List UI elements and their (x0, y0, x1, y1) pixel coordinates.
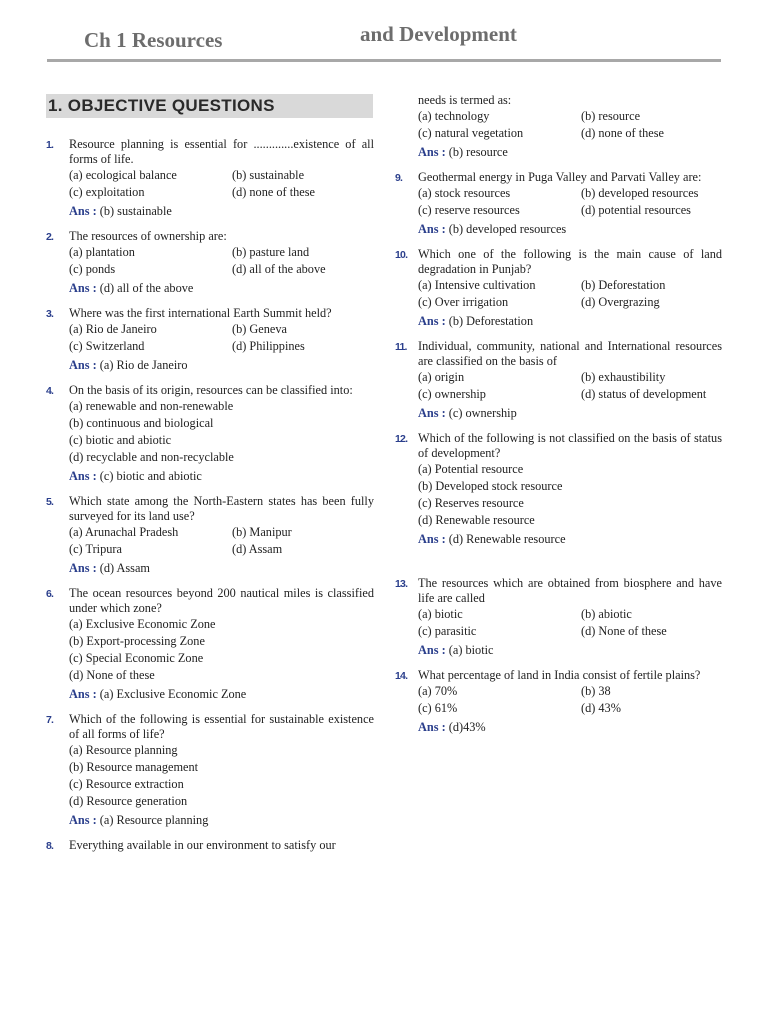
question-item (395, 339, 722, 421)
question-number: 2. (46, 231, 54, 243)
answer-label: Ans : (418, 532, 446, 546)
answer-label: Ans : (418, 720, 446, 734)
option: (b) continuous and biological (69, 416, 214, 430)
question-text: Which of the following is essential for sustainable existence of all forms of life? (69, 712, 374, 741)
answer-label: Ans : (418, 314, 446, 328)
option: (c) Over irrigation (418, 295, 509, 309)
option: (a) Arunachal Pradesh (69, 525, 179, 539)
option: (c) Resource extraction (69, 777, 184, 791)
question-number: 14. (395, 670, 408, 682)
question-text: The ocean resources beyond 200 nautical miles is classified under which zone? (69, 586, 374, 615)
answer-text: (c) ownership (448, 406, 517, 420)
answer (69, 813, 374, 828)
right-column (395, 93, 722, 735)
question-number: 7. (46, 714, 54, 726)
question-item (395, 576, 722, 658)
question-text: Individual, community, national and International resources are classified on the basis of (418, 339, 722, 368)
option: (d) Renewable resource (418, 513, 535, 527)
option: (c) Tripura (69, 542, 122, 556)
option: (d) 43% (581, 701, 621, 715)
question-item (46, 229, 374, 296)
option: (c) natural vegetation (418, 126, 524, 140)
question-number: 5. (46, 496, 54, 508)
question-number: 9. (395, 172, 403, 184)
answer-options (69, 245, 374, 277)
question-number: 6. (46, 588, 54, 600)
answer-text: (a) biotic (448, 643, 494, 657)
option: (a) 70% (418, 684, 458, 698)
answer-options (418, 462, 722, 528)
question-text: needs is termed as: (418, 93, 512, 107)
option: (b) Developed stock resource (418, 479, 563, 493)
answer-options (69, 743, 374, 809)
question-item (46, 494, 374, 576)
option: (d) recyclable and non-recyclable (69, 450, 234, 464)
question-item (395, 668, 722, 735)
option: (c) Reserves resource (418, 496, 524, 510)
answer-text: (b) Deforestation (448, 314, 534, 328)
answer-text: (d)43% (448, 720, 486, 734)
option: (c) 61% (418, 701, 458, 715)
answer-label: Ans : (69, 204, 97, 218)
answer-options (69, 525, 374, 557)
option: (c) Special Economic Zone (69, 651, 204, 665)
answer-label: Ans : (69, 281, 97, 295)
question-text: Which one of the following is the main cause of land degradation in Punjab? (418, 247, 722, 276)
answer-options (69, 168, 374, 200)
option: (d) status of development (581, 387, 707, 401)
question-text: On the basis of its origin, resources can be classified into: (69, 383, 353, 397)
option: (a) Exclusive Economic Zone (69, 617, 216, 631)
option: (a) ecological balance (69, 168, 177, 182)
option: (a) Resource planning (69, 743, 178, 757)
option: (b) abiotic (581, 607, 632, 621)
answer (69, 687, 374, 702)
question-text: The resources of ownership are: (69, 229, 227, 243)
question-text: Which state among the North-Eastern states has been fully surveyed for its land use? (69, 494, 374, 523)
option: (a) Potential resource (418, 462, 524, 476)
question-number: 3. (46, 308, 54, 320)
option: (c) reserve resources (418, 203, 520, 217)
option: (c) Switzerland (69, 339, 145, 353)
option: (d) Overgrazing (581, 295, 660, 309)
option: (b) exhaustibility (581, 370, 666, 384)
option: (d) Resource generation (69, 794, 188, 808)
question-number: 10. (395, 249, 408, 261)
answer-text: (b) resource (448, 145, 508, 159)
option: (b) pasture land (232, 245, 310, 259)
option: (d) None of these (581, 624, 667, 638)
option: (c) biotic and abiotic (69, 433, 172, 447)
chapter-header-left: Ch 1 Resources (84, 28, 223, 52)
answer-label: Ans : (69, 561, 97, 575)
question-item (46, 712, 374, 828)
answer (418, 720, 722, 735)
question-number: 8. (46, 840, 54, 852)
answer (69, 561, 374, 576)
option: (b) Export-processing Zone (69, 634, 205, 648)
answer (418, 222, 722, 237)
question-text: Everything available in our environment to satisfy our (69, 838, 336, 852)
answer (69, 281, 374, 296)
answer (418, 532, 722, 547)
answer (69, 204, 374, 219)
answer-text: (a) Resource planning (99, 813, 209, 827)
answer-text: (a) Rio de Janeiro (99, 358, 188, 372)
question-item (395, 431, 722, 547)
question-item (46, 306, 374, 373)
answer-text: (d) Assam (99, 561, 150, 575)
option: (d) Philippines (232, 339, 305, 353)
header-rule (47, 59, 721, 62)
answer-options (69, 399, 374, 465)
option: (c) parasitic (418, 624, 477, 638)
option: (c) ownership (418, 387, 486, 401)
answer-options (69, 617, 374, 683)
option: (a) Rio de Janeiro (69, 322, 157, 336)
question-8-continuation (395, 93, 722, 160)
option: (b) Resource management (69, 760, 199, 774)
option: (c) ponds (69, 262, 116, 276)
question-number: 12. (395, 433, 408, 445)
answer-options (418, 278, 722, 310)
option: (b) Geneva (232, 322, 287, 336)
option: (c) exploitation (69, 185, 145, 199)
answer-options (418, 684, 722, 716)
option: (a) renewable and non-renewable (69, 399, 234, 413)
option: (d) None of these (69, 668, 155, 682)
question-item (395, 247, 722, 329)
question-number: 4. (46, 385, 54, 397)
question-text: Where was the first international Earth Summit held? (69, 306, 332, 320)
section-title: 1. OBJECTIVE QUESTIONS (46, 94, 373, 118)
question-item (46, 586, 374, 702)
answer-text: (c) biotic and abiotic (99, 469, 202, 483)
option: (b) developed resources (581, 186, 699, 200)
answer-options (69, 322, 374, 354)
answer-label: Ans : (69, 358, 97, 372)
option: (b) 38 (581, 684, 611, 698)
question-text: Resource planning is essential for .............existence of all forms of life. (69, 137, 374, 166)
answer (69, 358, 374, 373)
answer (418, 643, 722, 658)
question-number: 11. (395, 341, 407, 353)
answer-options (418, 607, 722, 639)
option: (d) Assam (232, 542, 283, 556)
option: (b) Manipur (232, 525, 292, 539)
answer-text: (b) developed resources (448, 222, 567, 236)
answer-options (418, 370, 722, 402)
option: (a) stock resources (418, 186, 511, 200)
answer-options (418, 109, 722, 141)
option: (a) technology (418, 109, 490, 123)
answer-label: Ans : (418, 643, 446, 657)
question-number: 13. (395, 578, 408, 590)
question-item (395, 170, 722, 237)
answer-text: (d) Renewable resource (448, 532, 566, 546)
answer-label: Ans : (69, 813, 97, 827)
left-column (46, 137, 374, 853)
answer (418, 406, 722, 421)
option: (d) none of these (581, 126, 664, 140)
question-number: 1. (46, 139, 54, 151)
answer-label: Ans : (418, 145, 446, 159)
option: (d) all of the above (232, 262, 326, 276)
answer (418, 314, 722, 329)
answer-label: Ans : (69, 469, 97, 483)
question-item (46, 383, 374, 484)
chapter-header-right: and Development (360, 22, 517, 46)
option: (b) sustainable (232, 168, 305, 182)
answer-label: Ans : (69, 687, 97, 701)
answer-label: Ans : (418, 406, 446, 420)
option: (a) biotic (418, 607, 463, 621)
option: (a) origin (418, 370, 465, 384)
answer (418, 145, 722, 160)
answer-text: (b) sustainable (99, 204, 172, 218)
answer-text: (a) Exclusive Economic Zone (99, 687, 247, 701)
answer (69, 469, 374, 484)
question-item (46, 137, 374, 219)
question-text: Geothermal energy in Puga Valley and Parvati Valley are: (418, 170, 702, 184)
option: (a) Intensive cultivation (418, 278, 536, 292)
option: (b) Deforestation (581, 278, 666, 292)
answer-text: (d) all of the above (99, 281, 194, 295)
question-text: What percentage of land in India consist of fertile plains? (418, 668, 701, 682)
option: (d) none of these (232, 185, 315, 199)
option: (d) potential resources (581, 203, 691, 217)
question-text: The resources which are obtained from biosphere and have life are called (418, 576, 722, 605)
option: (b) resource (581, 109, 641, 123)
answer-label: Ans : (418, 222, 446, 236)
question-item (46, 838, 374, 853)
answer-options (418, 186, 722, 218)
question-text: Which of the following is not classified on the basis of status of development? (418, 431, 722, 460)
option: (a) plantation (69, 245, 135, 259)
